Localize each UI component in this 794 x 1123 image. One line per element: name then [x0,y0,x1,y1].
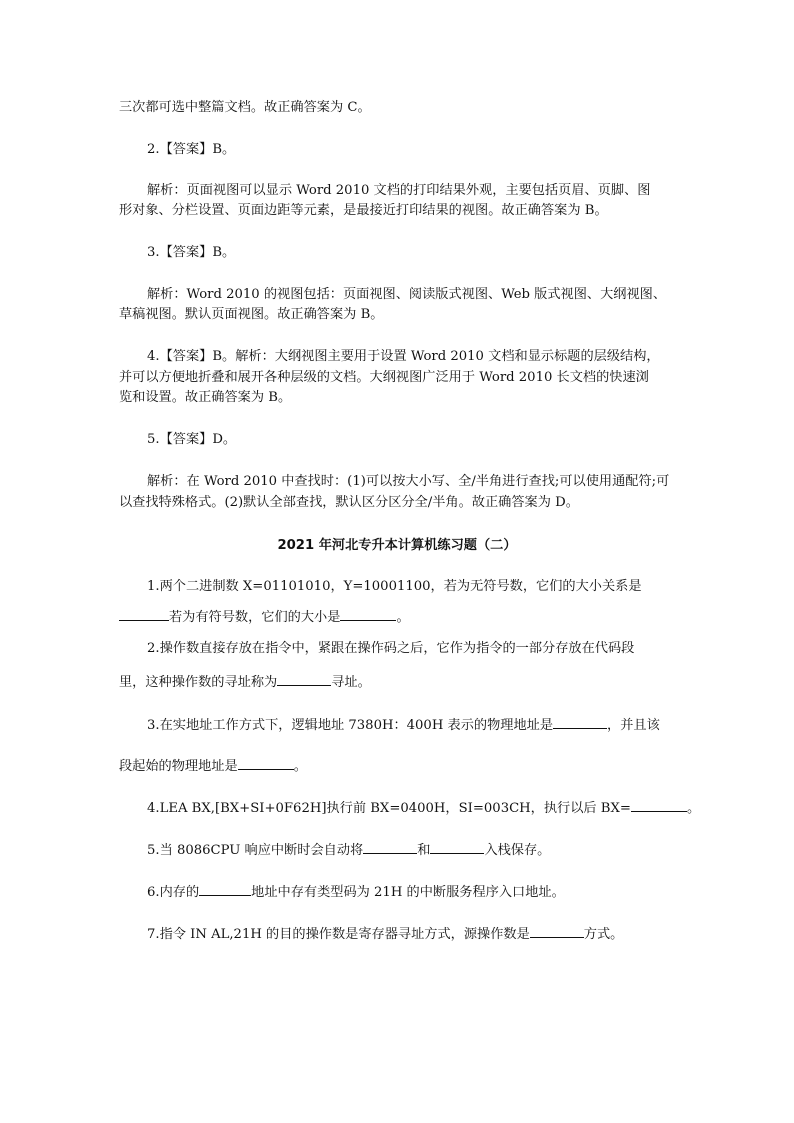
fill-blank [277,671,331,686]
question-1-line2 [119,606,410,628]
fill-blank [530,923,584,938]
question-5 [147,839,550,861]
question-text: 7.指令 IN AL,21H 的目的操作数是寄存器寻址方式，源操作数是 [147,927,530,942]
question-text: 段起始的物理地址是 [119,759,238,774]
fill-blank [119,606,169,621]
question-text: 4.LEA BX,[BX+SI+0F62H]执行前 BX=0400H，SI=003CH，执行以后 BX= [147,801,631,816]
answer-label-2: 2.【答案】B。 [147,142,236,157]
explanation-2-line2: 形对象、分栏设置、页面边距等元素，是最接近打印结果的视图。故正确答案为 B。 [119,203,608,218]
question-7 [147,923,623,945]
question-text: 地址中存有类型码为 21H 的中断服务程序入口地址。 [251,885,565,900]
fill-blank [631,797,687,812]
fill-blank [199,881,251,896]
question-text: ，并且该 [607,718,660,733]
question-1-line1: 1.两个二进制数 X=01101010，Y=10001100，若为无符号数，它们的大小关系是 [147,579,642,594]
question-text: 里，这种操作数的寻址称为 [119,675,278,690]
explanation-4-line3: 览和设置。故正确答案为 B。 [119,390,292,405]
explanation-5-line1: 解析：在 Word 2010 中查找时：(1)可以按大小写、全/半角进行查找;可以使用通配符;可 [147,474,670,489]
fill-blank [553,714,607,729]
question-text: 和 [417,843,431,858]
question-text: 5.当 8086CPU 响应中断时会自动将 [147,843,364,858]
question-text: 寻址。 [331,675,371,690]
question-4 [147,797,700,819]
question-text: 。 [396,610,410,625]
fill-blank [363,839,417,854]
answer-label-3: 3.【答案】B。 [147,245,236,260]
explanation-2-line1: 解析：页面视图可以显示 Word 2010 文档的打印结果外观，主要包括页眉、页脚、图 [147,183,651,198]
question-3-line1 [147,714,660,736]
question-text: 6.内存的 [147,885,200,900]
question-text: 入栈保存。 [484,843,551,858]
fill-blank [430,839,484,854]
question-text: 3.在实地址工作方式下，逻辑地址 7380H：400H 表示的物理地址是 [147,718,554,733]
question-3-line2 [119,755,307,777]
explanation-4-line1: 4.【答案】B。解析：大纲视图主要用于设置 Word 2010 文档和显示标题的层级结构， [147,349,660,364]
explanation-4-line2: 并可以方便地折叠和展开各种层级的文档。大纲视图广泛用于 Word 2010 长文档的快速浏 [119,370,649,385]
question-text: 方式。 [583,927,624,942]
question-text: 。 [293,759,307,774]
answer-label-5: 5.【答案】D。 [147,432,237,447]
explanation-5-line2: 以查找特殊格式。(2)默认全部查找，默认区分区分全/半角。故正确答案为 D。 [119,495,579,510]
answer-text-line: 三次都可选中整篇文档。故正确答案为 C。 [119,100,371,115]
explanation-3-line1: 解析：Word 2010 的视图包括：页面视图、阅读版式视图、Web 版式视图、大纲视图、 [147,287,667,302]
question-text: 若为有符号数，它们的大小是 [169,610,341,625]
question-2-line2 [119,671,371,693]
explanation-3-line2: 草稿视图。默认页面视图。故正确答案为 B。 [119,307,384,322]
question-text: 。 [686,801,701,816]
fill-blank [238,755,294,770]
fill-blank [340,606,396,621]
section-title: 2021 年河北专升本计算机练习题（二） [277,538,517,553]
question-2-line1: 2.操作数直接存放在指令中，紧跟在操作码之后，它作为指令的一部分存放在代码段 [147,641,635,656]
question-6 [147,881,565,903]
